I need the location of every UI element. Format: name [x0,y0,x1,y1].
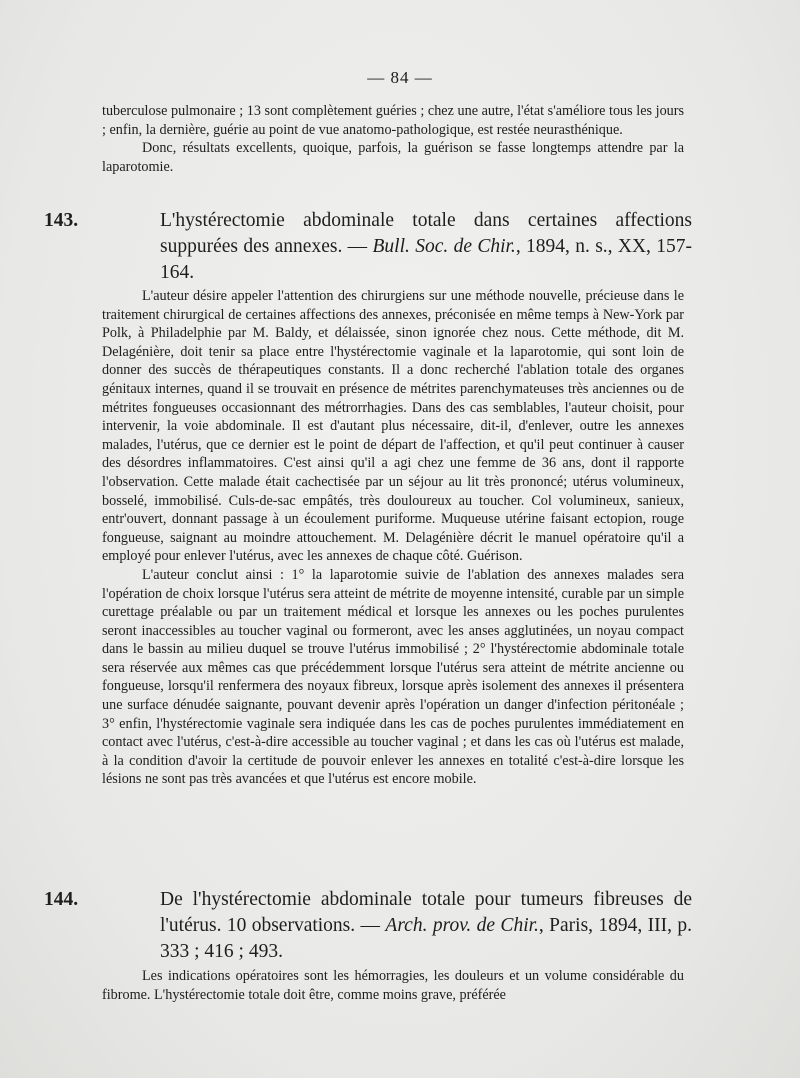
paragraph: tuberculose pulmonaire ; 13 sont complètement guéries ; chez une autre, l'état s'améliore tous les jours ; enfin, la dernière, guérie au point de vue anatomo-pathologique, est restée neurasthénique. [102,103,684,138]
entry-title: L'hystérectomie abdominale totale dans certaines affections suppurées des annexes. — [160,210,692,257]
paragraph: Donc, résultats excellents, quoique, parfois, la guérison se fasse longtemps attendre par la laparotomie. [102,140,684,175]
entry-number: 144. [44,889,79,910]
journal-reference: , Paris, 1894, III, p. 333 ; 416 ; 493. [160,915,693,962]
entry-144-body [102,967,684,1004]
entry-number: 143. [44,210,79,231]
page-number: — 84 — [367,68,433,87]
paragraph: Les indications opératoires sont les hémorragies, les douleurs et un volume considérable du fibrome. L'hystérectomie totale doit être, comme moins grave, préférée [102,968,684,1003]
journal-name: Arch. prov. de Chir. [385,915,539,936]
entry-143-heading [44,208,692,286]
journal-reference: , 1894, n. s., XX, 157-164. [160,236,692,283]
paragraph: L'auteur conclut ainsi : 1° la laparotomie suivie de l'ablation des annexes malades sera l'opération de choix lorsque l'utérus sera atteint de métrite de moyenne intensité, curable par un simple curettage préalable ou par un traitement médical et lorsque les annexes ou les poches purulentes seront inaccessibles au toucher vaginal ou formeront, avec les anses agglutinées, un noyau compact dans le bassin au milieu duquel se trouve l'utérus immobilisé ; 2° l'hystérectomie abdominale totale sera réservée aux mêmes cas que précédemment lorsque l'utérus sera atteint de métrite ancienne ou fongueuse, lorsqu'il renfermera des noyaux fibreux, lorsque après isolement des annexes il présentera une surface dénudée saignante, pouvant devenir après l'opération un danger d'infection péritonéale ; 3° enfin, l'hystérectomie vaginale sera indiquée dans les cas de poches purulentes immédiatement en contact avec l'utérus, c'est-à-dire accessible au toucher vaginal ; et dans les cas où l'utérus est malade, à la condition d'avoir la certitude de pouvoir enlever les annexes en totalité c'est-à-dire lorsque les lésions ne sont pas très avancées et que l'utérus est encore mobile. [102,566,684,788]
entry-title: De l'hystérectomie abdominale totale pour tumeurs fibreuses de l'utérus. 10 observations. — [160,889,692,936]
entry-144-heading [44,887,693,965]
continued-text [102,102,684,176]
entry-143-body [102,287,684,789]
paragraph: L'auteur désire appeler l'attention des chirurgiens sur une méthode nouvelle, précieuse dans le traitement chirurgical de certaines affections des annexes, préconisée en même temps à New-York par Polk, à Philadelphie par M. Baldy, et délaissée, sinon ignorée chez nous. Cette méthode, dit M. Delagénière, doit tenir sa place entre l'hystérectomie vaginale et la laparotomie, qui sont loin de donner des succès de thérapeutiques constants. Il a donc recherché l'ablation totale des organes génitaux internes, quand il se trouvait en présence de métrites parenchymateuses très anciennes ou de métrites fongueuses occasionnant des métrorrhagies. Dans des cas semblables, l'auteur choisit, pour intervenir, la voie abdominale. Il est d'autant plus nécessaire, dit-il, d'enlever, outre les annexes malades, l'utérus, que ce dernier est le point de départ de l'affection, et qu'il peut continuer à causer des désordres inflammatoires. C'est ainsi qu'il a agi chez une femme de 36 ans, dont il rapporte l'observation. Cette malade était cachectisée par un séjour au lit très prononcé; utérus volumineux, bosselé, immobilisé. Culs-de-sac empâtés, très douloureux au toucher. Col volumineux, sanieux, entr'ouvert, donnant passage à un écoulement puriforme. Muqueuse utérine faisant ectopion, rouge fongueuse, saignant au moindre attouchement. M. Delagénière décrit le manuel opératoire qu'il a employé pour enlever l'utérus, avec les annexes de chaque côté. Guérison. [102,288,684,565]
journal-name: Bull. Soc. de Chir. [372,236,516,257]
